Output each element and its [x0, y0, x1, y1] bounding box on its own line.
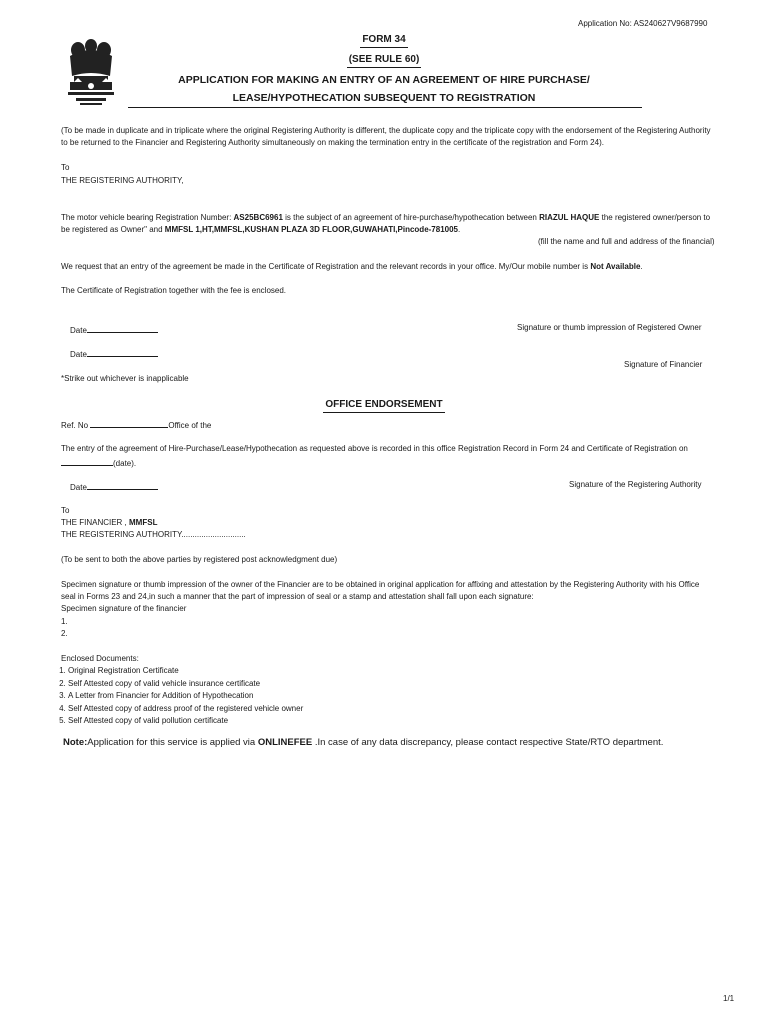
specimen-line-2: 2. [61, 629, 68, 638]
financier-date-field: Date [70, 347, 158, 360]
authority-date-field: Date [70, 480, 158, 493]
specimen-financier-label: Specimen signature of the financier [61, 604, 187, 613]
list-item: 4. Self Attested copy of address proof of the registered vehicle owner [68, 703, 453, 716]
financier-addressee: THE FINANCIER , MMFSL [61, 518, 158, 527]
intro-paragraph: (To be made in duplicate and in triplicate where the original Registering Authority is different, the duplicate copy and the triplicate copy with the endorsement of the Registering Authority to be returned to the Financier and Registering Authority simultaneously on making the termination entry in the certificate of the registration and Form 24). [61, 126, 711, 147]
financier-address: MMFSL 1,HT,MMFSL,KUSHAN PLAZA 3D FLOOR,GUWAHATI,Pincode-781005 [164, 225, 459, 234]
to-label-2: To [61, 506, 70, 515]
office-endorsement-heading: OFFICE ENDORSEMENT [0, 399, 768, 413]
addressee-authority: THE REGISTERING AUTHORITY, [61, 176, 184, 185]
owner-name: RIAZUL HAQUE [539, 213, 600, 222]
application-number: Application No: AS240627V9687990 [578, 19, 708, 28]
registered-post-note: (To be sent to both the above parties by registered post acknowledgment due) [61, 555, 338, 564]
list-item: 3. A Letter from Financier for Addition of Hypothecation [68, 690, 453, 703]
fee-enclosed-text: The Certificate of Registration together with the fee is enclosed. [61, 286, 287, 295]
list-item: 1. Original Registration Certificate [68, 665, 453, 678]
entry-recorded-text: The entry of the agreement of Hire-Purchase/Lease/Hypothecation as requested above is recorded in this office Registration Record in Form 24 and Certificate of Registration on [61, 444, 688, 453]
ref-number-field: Ref. No Office of the [61, 418, 211, 431]
entry-date-field: (date). [61, 456, 136, 469]
title-divider [128, 107, 642, 108]
form-number: FORM 34 [0, 34, 768, 48]
enclosed-documents-list [53, 665, 453, 728]
form-title-line2: LEASE/HYPOTHECATION SUBSEQUENT TO REGISTRATION [232, 92, 536, 104]
authority-signature-label: Signature of the Registering Authority [569, 480, 702, 489]
request-paragraph: We request that an entry of the agreement be made in the Certificate of Registration and the relevant records in your office. My/Our mobile number is Not Available. [61, 262, 643, 271]
specimen-paragraph: Specimen signature or thumb impression of the owner of the Financier are to be obtained in original application for affixing and attestation by the Registering Authority with his Office seal in Forms 23 and 24,in such a manner that the part of impression of seal or a stamp and attestation shall fall upon each signature: [61, 580, 700, 601]
list-item: 2. Self Attested copy of valid vehicle insurance certificate [68, 678, 453, 691]
rule-reference: (SEE RULE 60) [0, 54, 768, 68]
list-item: 5. Self Attested copy of valid pollution certificate [68, 715, 453, 728]
owner-signature-label: Signature or thumb impression of Registered Owner [517, 323, 702, 332]
owner-date-field: Date [70, 323, 158, 336]
to-label: To [61, 163, 70, 172]
vehicle-paragraph: The motor vehicle bearing Registration Number: AS25BC6961 is the subject of an agreement of hire-purchase/hypothecation between RIAZUL HAQUE the registered owner/person to be registered as Owner" and MMFSL 1,HT,MMFSL,KUSHAN PLAZA 3D FLOOR,GUWAHATI,Pincode-781005. [61, 213, 711, 234]
strike-note: *Strike out whichever is inapplicable [61, 374, 189, 383]
enclosed-documents-label: Enclosed Documents: [61, 654, 139, 663]
financier-signature-label: Signature of Financier [624, 360, 703, 369]
specimen-line-1: 1. [61, 617, 68, 626]
page-number: 1/1 [723, 994, 735, 1003]
form-title-line1: APPLICATION FOR MAKING AN ENTRY OF AN AGREEMENT OF HIRE PURCHASE/ [178, 74, 590, 86]
authority-addressee: THE REGISTERING AUTHORITY............................. [61, 530, 246, 539]
mobile-number: Not Available [590, 262, 641, 271]
registration-number: AS25BC6961 [233, 213, 283, 222]
service-note: Note:Application for this service is applied via ONLINEFEE .In case of any data discrepancy, please contact respective State/RTO department. [63, 737, 664, 748]
fill-note: (fill the name and full and address of the financial) [538, 237, 715, 246]
